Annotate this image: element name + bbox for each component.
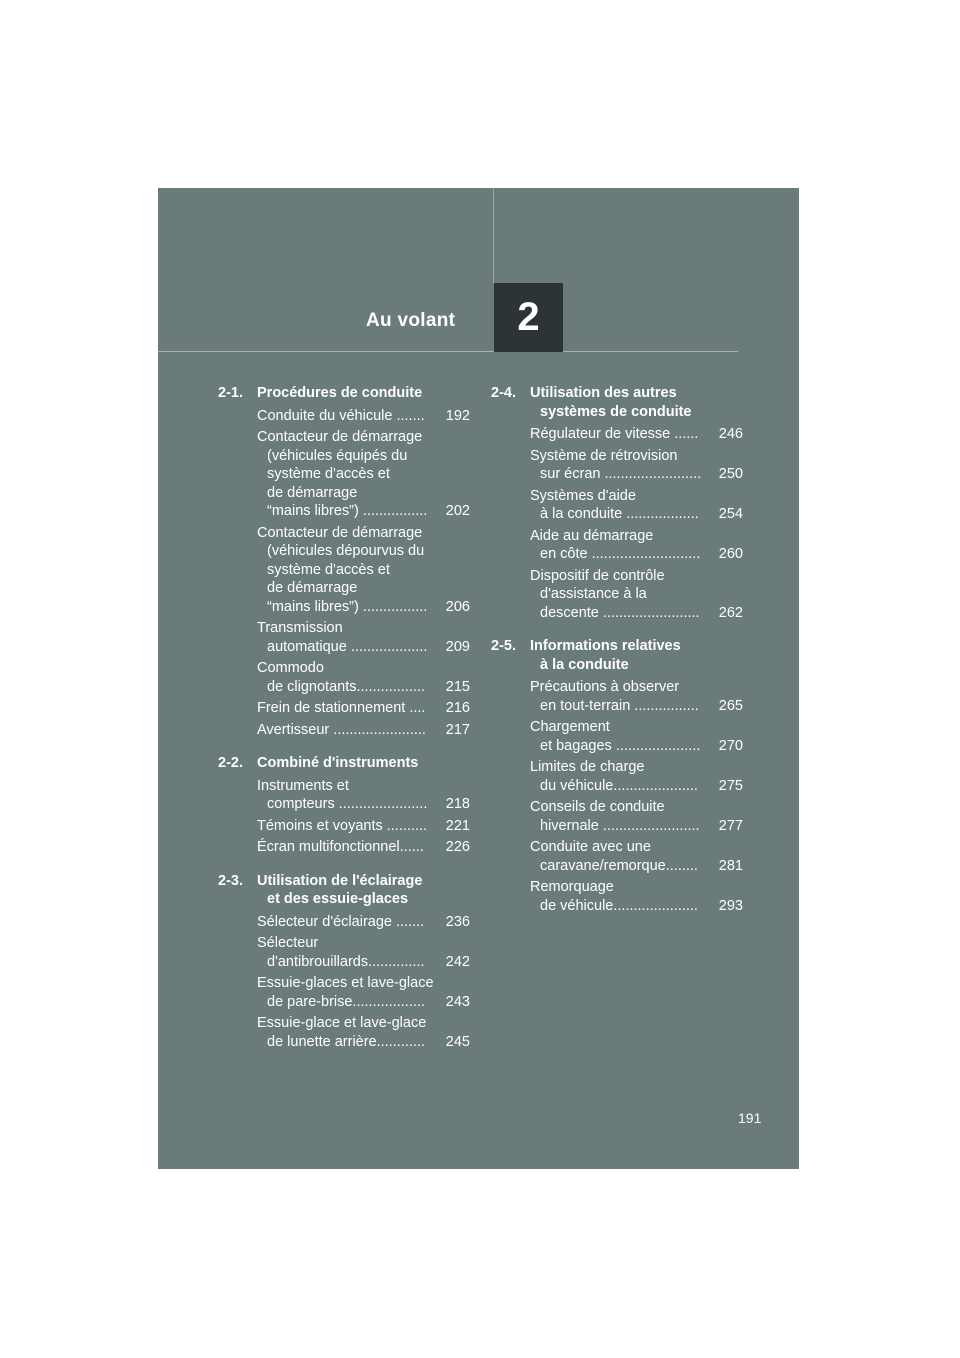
toc-entry-text: “mains libres”) ................ — [267, 598, 428, 615]
section-title-line: Informations relatives — [530, 638, 681, 654]
toc-entry-text: Essuie-glace et lave-glace — [257, 1015, 427, 1031]
chapter-title: Au volant — [366, 310, 456, 331]
toc-entry-text: en tout-terrain ................ — [540, 697, 699, 714]
toc-entry[interactable] — [257, 913, 470, 932]
section-title-line: Procédures de conduite — [257, 385, 423, 401]
toc-entry-page: 236 — [434, 913, 470, 932]
toc-entry[interactable] — [530, 838, 743, 875]
toc-entry-text: automatique ................... — [267, 638, 428, 655]
toc-entry-text: Commodo — [257, 660, 324, 676]
toc-entries — [257, 777, 470, 857]
toc-entry-text: Frein de stationnement .... — [257, 700, 426, 716]
toc-entry-text: (véhicules dépourvus du — [267, 543, 425, 559]
toc-entry[interactable] — [530, 487, 743, 524]
section-title-line: Combiné d'instruments — [257, 755, 419, 771]
toc-entry-page: 275 — [707, 777, 743, 796]
section-title — [530, 637, 743, 674]
toc-entry-page: 209 — [434, 638, 470, 657]
toc-entry-text: Remorquage — [530, 879, 614, 895]
toc-entry-text: descente ........................ — [540, 604, 700, 621]
toc-entry-page: 245 — [434, 1033, 470, 1052]
toc-entry-text: Avertisseur ....................... — [257, 721, 426, 738]
toc-entry-page: 221 — [434, 817, 470, 836]
toc-entry-text: de véhicule..................... — [540, 897, 698, 914]
toc-entry-text: Dispositif de contrôle — [530, 567, 665, 584]
toc-entries — [257, 913, 470, 1052]
section-number: 2-4. — [491, 385, 516, 401]
toc-entries — [530, 425, 743, 622]
chapter-panel — [158, 188, 799, 1169]
toc-entry[interactable] — [530, 798, 743, 835]
toc-entry-text: caravane/remorque........ — [540, 857, 698, 874]
toc-entry-text: de pare-brise.................. — [267, 993, 425, 1010]
toc-entry-page: 270 — [707, 737, 743, 756]
toc-entry[interactable] — [530, 878, 743, 915]
toc-entry-text: Précautions à observer — [530, 679, 680, 695]
toc-entry-text: d'assistance à la — [540, 586, 647, 602]
toc-entry-text: de lunette arrière............ — [267, 1033, 425, 1050]
toc-entry-text: compteurs ...................... — [267, 796, 428, 812]
toc-entry-text: Aide au démarrage — [530, 527, 654, 544]
toc-entry-text: Contacteur de démarrage — [257, 429, 423, 445]
section-title-line: Utilisation des autres — [530, 385, 677, 401]
section-title-line: et des essuie-glaces — [267, 891, 409, 907]
section-title — [257, 384, 470, 403]
section-number: 2-3. — [218, 872, 243, 889]
section-number: 2-1. — [218, 385, 243, 401]
toc-entry-text: Sélecteur d'éclairage ....... — [257, 913, 425, 930]
toc-entry[interactable] — [257, 934, 470, 971]
toc-entry-text: sur écran ........................ — [540, 466, 702, 482]
toc-entry[interactable] — [530, 758, 743, 795]
toc-entry-text: Limites de charge — [530, 759, 645, 775]
chapter-number-badge — [494, 283, 563, 352]
toc-entry-text: Régulateur de vitesse ...... — [530, 426, 699, 442]
toc-section — [218, 384, 470, 739]
toc-entry[interactable] — [530, 567, 743, 623]
toc-entry-text: d'antibrouillards.............. — [267, 953, 425, 970]
divider-vertical — [493, 188, 494, 283]
toc-entry-text: du véhicule..................... — [540, 777, 698, 794]
toc-entry-page: 216 — [434, 699, 470, 718]
page-number: 191 — [738, 1110, 762, 1126]
toc-entry[interactable] — [257, 838, 470, 857]
toc-column-left — [218, 384, 470, 1066]
toc-entry-text: de clignotants................. — [267, 678, 425, 695]
toc-entry-page: 226 — [434, 838, 470, 857]
toc-entry-page: 215 — [434, 678, 470, 697]
toc-entries — [257, 407, 470, 740]
toc-entry-text: Système de rétrovision — [530, 447, 678, 464]
toc-entry[interactable] — [257, 659, 470, 696]
toc-entry-text: Conduite avec une — [530, 839, 651, 855]
toc-entry-text: en côte ........................... — [540, 546, 701, 562]
toc-entry-text: de démarrage — [267, 484, 358, 501]
toc-entries — [530, 678, 743, 915]
toc-entry[interactable] — [257, 974, 470, 1011]
toc-entry-page: 218 — [434, 795, 470, 814]
toc-entry[interactable] — [257, 721, 470, 740]
section-title — [530, 384, 743, 421]
toc-entry-page: 246 — [707, 425, 743, 444]
toc-entry[interactable] — [530, 678, 743, 715]
toc-entry-page: 250 — [707, 465, 743, 484]
toc-entry-page: 254 — [707, 505, 743, 524]
toc-entry-text: Sélecteur — [257, 935, 319, 951]
toc-entry-page: 262 — [707, 604, 743, 623]
toc-entry-page: 217 — [434, 721, 470, 740]
toc-entry[interactable] — [257, 428, 470, 521]
section-number: 2-2. — [218, 755, 243, 771]
toc-section — [218, 754, 470, 857]
toc-section — [218, 872, 470, 1052]
toc-entry-text: Écran multifonctionnel...... — [257, 839, 424, 855]
toc-entry-page: 202 — [434, 502, 470, 521]
toc-entry[interactable] — [257, 777, 470, 814]
toc-entry-text: Témoins et voyants .......... — [257, 817, 428, 834]
toc-entry-text: Conduite du véhicule ....... — [257, 407, 425, 424]
toc-entry[interactable] — [530, 425, 743, 444]
divider-horizontal — [158, 351, 738, 352]
toc-entry-text: et bagages ..................... — [540, 737, 701, 754]
section-title-line: Utilisation de l'éclairage — [257, 872, 423, 889]
toc-entry-page: 192 — [434, 407, 470, 426]
toc-entry-text: de démarrage — [267, 580, 358, 596]
toc-entry-text: Conseils de conduite — [530, 799, 665, 815]
chapter-number: 2 — [517, 295, 540, 339]
section-title-line: à la conduite — [540, 656, 629, 673]
toc-entry-page: 206 — [434, 598, 470, 617]
toc-entry-text: Transmission — [257, 620, 343, 636]
toc-entry-text: hivernale ........................ — [540, 817, 700, 834]
toc-entry-text: (véhicules équipés du — [267, 447, 408, 464]
toc-entry[interactable] — [257, 699, 470, 718]
toc-entry-text: Chargement — [530, 719, 610, 735]
section-title — [257, 754, 470, 773]
toc-entry[interactable] — [257, 1014, 470, 1051]
toc-entry[interactable] — [530, 447, 743, 484]
toc-entry-page: 293 — [707, 897, 743, 916]
toc-entry[interactable] — [257, 407, 470, 426]
toc-entry[interactable] — [530, 527, 743, 564]
section-title-line: systèmes de conduite — [540, 403, 692, 420]
toc-entry-page: 242 — [434, 953, 470, 972]
toc-entry-text: Contacteur de démarrage — [257, 524, 423, 541]
toc-section — [491, 384, 743, 622]
toc-entry[interactable] — [257, 817, 470, 836]
toc-entry-text: “mains libres”) ................ — [267, 503, 428, 519]
toc-section — [491, 637, 743, 915]
toc-entry-page: 277 — [707, 817, 743, 836]
toc-entry-page: 281 — [707, 857, 743, 876]
toc-entry-text: système d'accès et — [267, 466, 390, 482]
toc-entry[interactable] — [257, 619, 470, 656]
toc-entry-text: à la conduite .................. — [540, 506, 699, 522]
toc-entry-page: 265 — [707, 697, 743, 716]
toc-entry[interactable] — [530, 718, 743, 755]
toc-entry-page: 243 — [434, 993, 470, 1012]
toc-entry[interactable] — [257, 524, 470, 617]
section-number: 2-5. — [491, 638, 516, 654]
toc-entry-text: Systèmes d'aide — [530, 487, 636, 504]
toc-entry-page: 260 — [707, 545, 743, 564]
toc-entry-text: système d'accès et — [267, 561, 390, 578]
toc-column-right — [491, 384, 743, 930]
toc-entry-text: Essuie-glaces et lave-glace — [257, 975, 434, 991]
section-title — [257, 872, 470, 909]
toc-entry-text: Instruments et — [257, 777, 349, 794]
